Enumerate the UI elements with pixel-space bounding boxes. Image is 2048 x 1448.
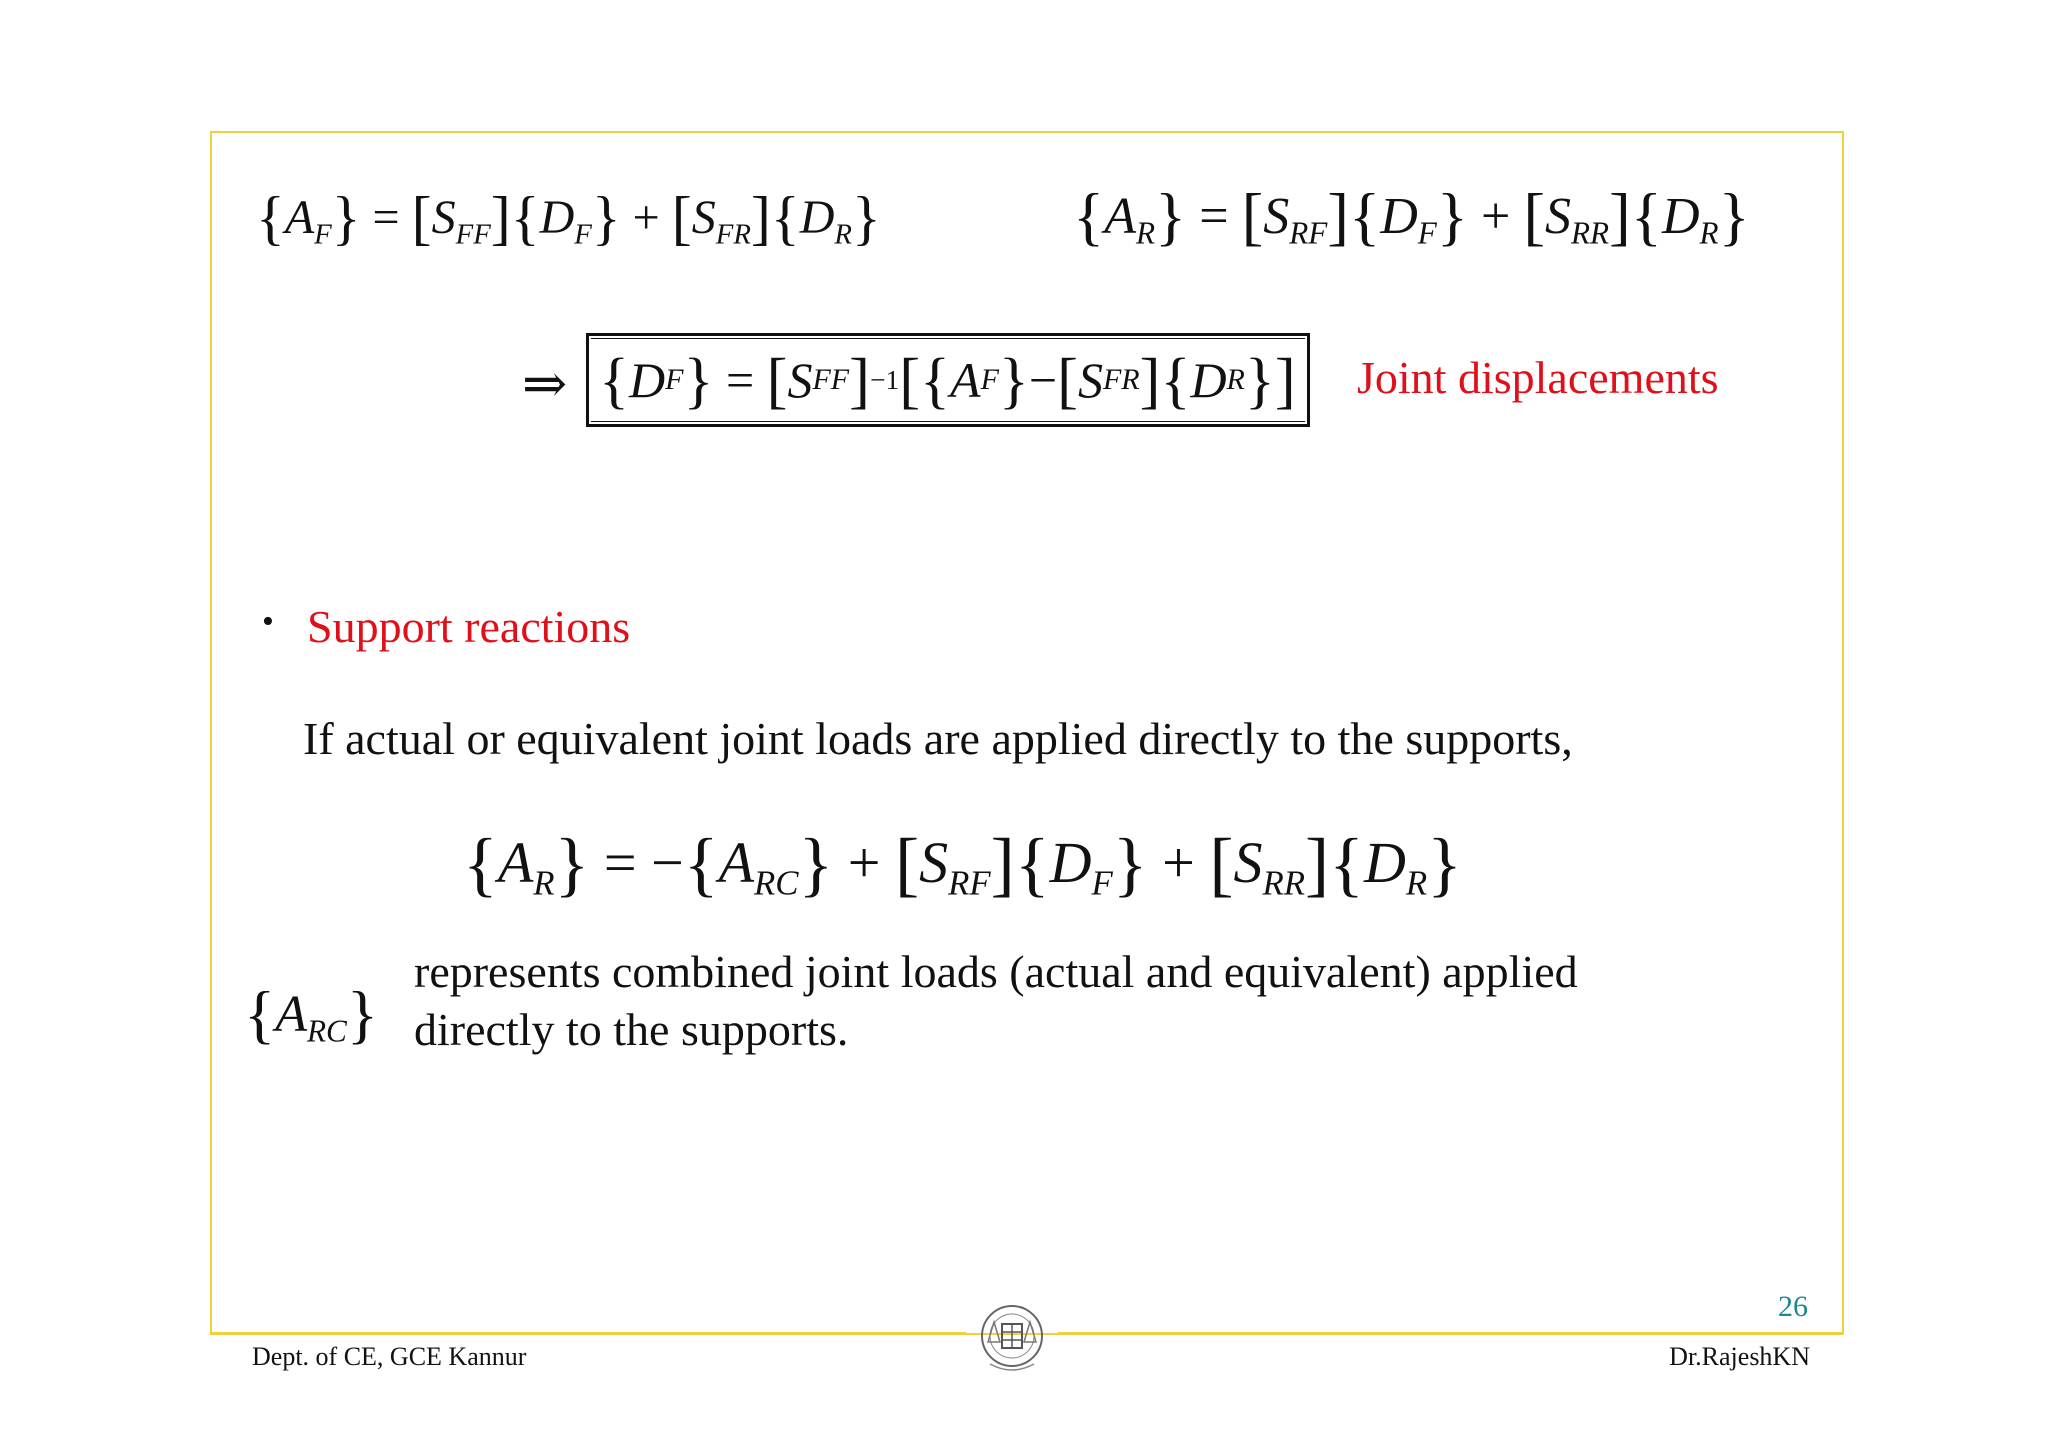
footer-department: Dept. of CE, GCE Kannur: [252, 1342, 527, 1371]
footer-divider-left: [210, 1332, 966, 1334]
college-logo-icon: [976, 1298, 1048, 1380]
arc-description-line1: represents combined joint loads (actual and equivalent) applied: [414, 946, 1578, 997]
equation-df-boxed: { D F } = [ S FF ] −1 [ { A F } − [ S FR ] { D R } ]: [586, 333, 1310, 427]
arc-description-line2: directly to the supports.: [414, 1004, 849, 1055]
equation-ar: $\{A_R\} = [S_{RF}]\{D_F\} + [S_{RR}]\{D_R\}$: [1073, 181, 1750, 253]
footer-divider-right: [1058, 1332, 1844, 1334]
equation-af: $\{A_F\} = [S_{FF}]\{D_F\} + [S_{FR}]\{D_R\}$: [256, 185, 881, 251]
bullet-icon: •: [262, 603, 274, 640]
joint-displacements-label: Joint displacements: [1357, 352, 1719, 403]
arc-symbol: $\{A_{RC}\}$: [244, 979, 379, 1051]
implies-arrow: ⇒: [522, 354, 568, 414]
support-reactions-heading: Support reactions: [307, 601, 631, 652]
equation-ar-full: $\{A_R\} = -\{A_{RC}\} + [S_{RF}]\{D_F\} + [S_{RR}]\{D_R\}$: [463, 823, 1462, 904]
page-number: 26: [1778, 1290, 1808, 1323]
footer-author: Dr.RajeshKN: [1669, 1342, 1810, 1371]
intro-text: If actual or equivalent joint loads are applied directly to the supports,: [303, 713, 1573, 764]
